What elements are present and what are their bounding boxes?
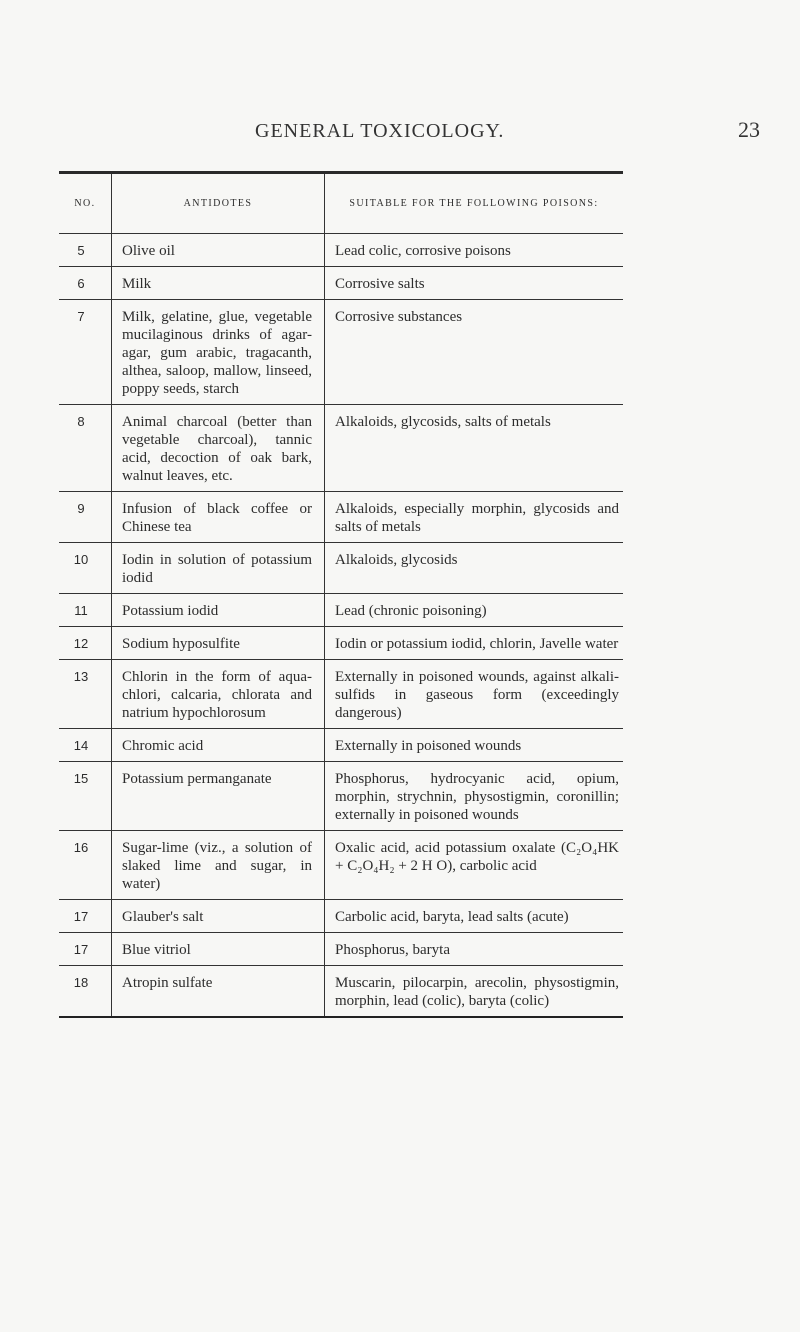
antidote-cell: Atropin sulfate [112,966,325,1018]
row-number: 14 [59,729,112,762]
antidote-cell: Sugar-lime (viz., a solution of slaked lime and sugar, in water) [112,831,325,900]
antidotes-table [59,171,623,1018]
column-header-poisons: SUITABLE FOR THE FOLLOWING POISONS: [325,173,624,234]
table-row [59,234,623,267]
table-header-row [59,173,623,234]
row-number: 7 [59,300,112,405]
row-number: 17 [59,900,112,933]
row-number: 13 [59,660,112,729]
poisons-cell: Corrosive salts [325,267,624,300]
row-number: 12 [59,627,112,660]
table-row [59,300,623,405]
poisons-cell: Externally in poisoned wounds [325,729,624,762]
table-row [59,405,623,492]
table-row [59,492,623,543]
antidote-cell: Infusion of black coffee or Chinese tea [112,492,325,543]
table-row [59,543,623,594]
table-row [59,660,623,729]
page-header [0,117,800,150]
row-number: 11 [59,594,112,627]
antidote-cell: Olive oil [112,234,325,267]
table-row [59,966,623,1018]
antidote-cell: Milk [112,267,325,300]
table-row [59,933,623,966]
antidote-cell: Chlorin in the form of aqua-chlori, calcaria, chlorata and natrium hypochlorosum [112,660,325,729]
antidote-cell: Milk, gelatine, glue, vegetable mucilaginous drinks of agar-agar, gum arabic, tragacanth, althea, saloop, mallow, linseed, poppy seeds, starch [112,300,325,405]
page-number: 23 [738,117,760,142]
poisons-cell: Lead colic, corrosive poisons [325,234,624,267]
table-row [59,594,623,627]
poisons-cell: Alkaloids, glycosids [325,543,624,594]
row-number: 5 [59,234,112,267]
table-row [59,900,623,933]
table-row [59,729,623,762]
row-number: 18 [59,966,112,1018]
poisons-cell: Carbolic acid, baryta, lead salts (acute) [325,900,624,933]
poisons-cell: Oxalic acid, acid potassium oxalate (C₂O₄HK + C₂O₄H₂ + 2 H O), carbolic acid [325,831,624,900]
antidote-cell: Iodin in solution of potassium iodid [112,543,325,594]
antidote-cell: Glauber's salt [112,900,325,933]
antidote-cell: Chromic acid [112,729,325,762]
antidote-cell: Animal charcoal (better than vegetable charcoal), tannic acid, decoction of oak bark, walnut leaves, etc. [112,405,325,492]
poisons-cell: Corrosive substances [325,300,624,405]
table-row [59,762,623,831]
column-header-antidotes: ANTIDOTES [112,173,325,234]
antidote-cell: Potassium iodid [112,594,325,627]
row-number: 15 [59,762,112,831]
row-number: 10 [59,543,112,594]
row-number: 16 [59,831,112,900]
row-number: 9 [59,492,112,543]
table-row [59,627,623,660]
poisons-cell: Lead (chronic poisoning) [325,594,624,627]
antidote-cell: Blue vitriol [112,933,325,966]
poisons-cell: Alkaloids, glycosids, salts of metals [325,405,624,492]
table-row [59,267,623,300]
antidote-cell: Sodium hyposulfite [112,627,325,660]
table-body [59,234,623,1018]
poisons-cell: Phosphorus, baryta [325,933,624,966]
row-number: 17 [59,933,112,966]
antidote-cell: Potassium permanganate [112,762,325,831]
poisons-cell: Iodin or potassium iodid, chlorin, Javelle water [325,627,624,660]
row-number: 8 [59,405,112,492]
running-title: GENERAL TOXICOLOGY. [255,120,505,142]
poisons-cell: Phosphorus, hydrocyanic acid, opium, morphin, strychnin, physostigmin, coronillin; externally in poisoned wounds [325,762,624,831]
poisons-cell: Externally in poisoned wounds, against alkali-sulfids in gaseous form (exceedingly dangerous) [325,660,624,729]
column-header-no: NO. [59,173,112,234]
row-number: 6 [59,267,112,300]
table-row [59,831,623,900]
poisons-cell: Alkaloids, especially morphin, glycosids and salts of metals [325,492,624,543]
poisons-cell: Muscarin, pilocarpin, arecolin, physostigmin, morphin, lead (colic), baryta (colic) [325,966,624,1018]
